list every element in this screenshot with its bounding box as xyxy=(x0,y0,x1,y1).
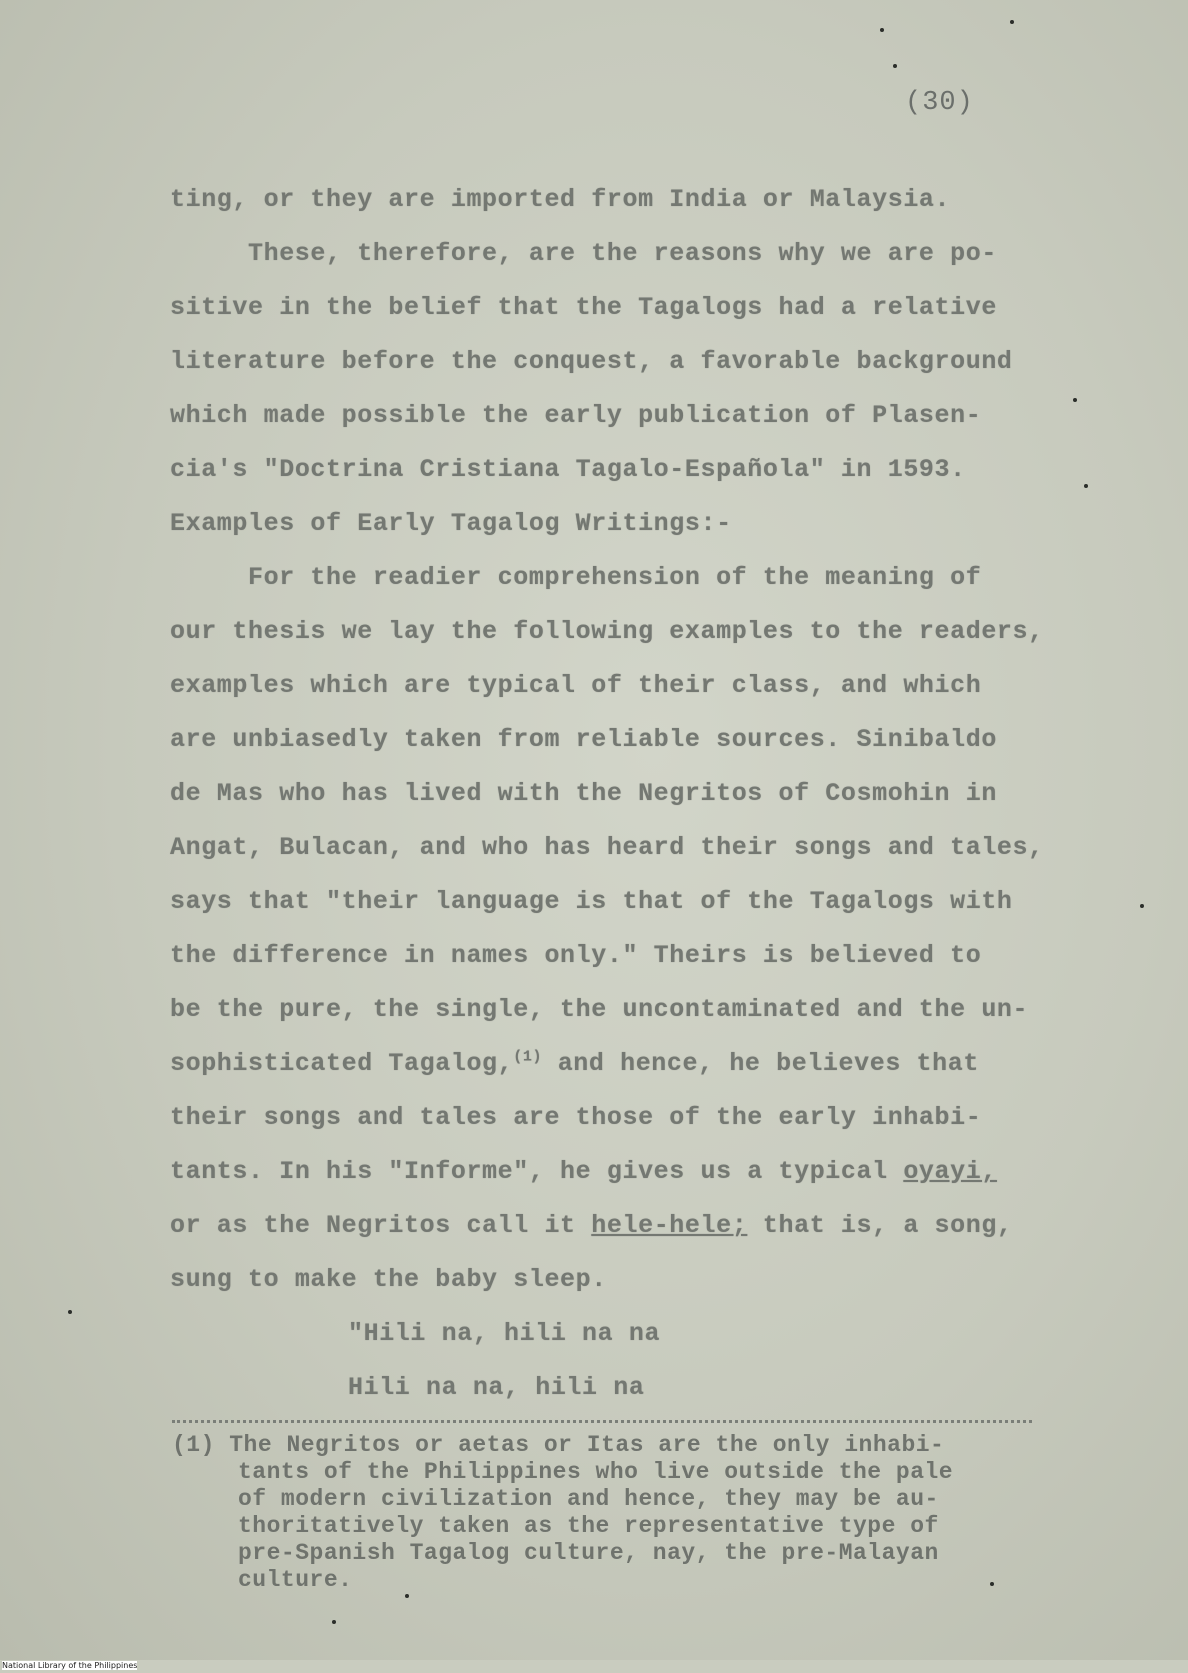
text-line xyxy=(170,1211,1013,1251)
text-line: examples which are typical of their class, and which xyxy=(170,671,982,700)
underlined-term: oyayi, xyxy=(903,1157,997,1186)
text-line: sung to make the baby sleep. xyxy=(170,1265,607,1294)
paper-speck xyxy=(1140,904,1144,908)
paper-speck xyxy=(893,64,897,68)
text-line: For the readier comprehension of the meaning of xyxy=(248,563,982,592)
footnote-reference: (1) xyxy=(513,1048,543,1066)
text-line: their songs and tales are those of the early inhabi- xyxy=(170,1103,982,1132)
paper-speck xyxy=(880,28,884,32)
text-line: de Mas who has lived with the Negritos of Cosmohin in xyxy=(170,779,997,808)
text-line: are unbiasedly taken from reliable sources. Sinibaldo xyxy=(170,725,997,754)
section-heading: Examples of Early Tagalog Writings:- xyxy=(170,509,732,538)
text-line: sitive in the belief that the Tagalogs had a relative xyxy=(170,293,997,322)
paper-speck xyxy=(990,1582,994,1586)
text-line xyxy=(170,1157,997,1197)
text-line: cia's "Doctrina Cristiana Tagalo-Española" in 1593. xyxy=(170,455,966,484)
footnote-line: culture. xyxy=(238,1567,353,1593)
text-line: ting, or they are imported from India or Malaysia. xyxy=(170,185,951,214)
footnote-divider xyxy=(172,1420,1032,1423)
footnote-line: of modern civilization and hence, they may be au- xyxy=(238,1486,939,1512)
footnote-line: thoritatively taken as the representative type of xyxy=(238,1513,939,1539)
page-number: (30) xyxy=(905,88,974,118)
footnote-line: pre-Spanish Tagalog culture, nay, the pre-Malayan xyxy=(238,1540,939,1566)
library-credit: National Library of the Philippines xyxy=(2,1661,138,1670)
footnote-line xyxy=(172,1432,944,1458)
text-line xyxy=(170,1049,979,1089)
paper-speck xyxy=(332,1620,336,1624)
text-line: literature before the conquest, a favorable background xyxy=(170,347,1013,376)
text-line: says that "their language is that of the Tagalogs with xyxy=(170,887,1013,916)
text-line: be the pure, the single, the uncontaminated and the un- xyxy=(170,995,1029,1024)
verse-line: "Hili na, hili na na xyxy=(348,1319,661,1348)
text-segment: sophisticated Tagalog, xyxy=(170,1049,514,1078)
paper-speck xyxy=(405,1594,409,1598)
footnote-text: The Negritos or aetas or Itas are the only inhabi- xyxy=(229,1432,945,1458)
text-line: the difference in names only." Theirs is believed to xyxy=(170,941,982,970)
paper-speck xyxy=(68,1310,72,1314)
text-segment: and hence, he believes that xyxy=(557,1049,979,1078)
paper-speck xyxy=(1084,484,1088,488)
footnote-line: tants of the Philippines who live outside the pale xyxy=(238,1459,954,1485)
text-line: These, therefore, are the reasons why we are po- xyxy=(248,239,997,268)
text-line: our thesis we lay the following examples to the readers, xyxy=(170,617,1044,646)
text-line: which made possible the early publication of Plasen- xyxy=(170,401,982,430)
text-segment: that is, a song, xyxy=(762,1211,1013,1240)
text-line: Angat, Bulacan, and who has heard their songs and tales, xyxy=(170,833,1044,862)
verse-line: Hili na na, hili na xyxy=(348,1373,645,1402)
text-segment: or as the Negritos call it xyxy=(170,1211,576,1240)
paper-speck xyxy=(1010,20,1014,24)
underlined-term: hele-hele; xyxy=(591,1211,748,1240)
text-segment: tants. In his "Informe", he gives us a typical xyxy=(170,1157,888,1186)
paper-speck xyxy=(1073,398,1077,402)
footnote-marker: (1) xyxy=(172,1432,215,1458)
